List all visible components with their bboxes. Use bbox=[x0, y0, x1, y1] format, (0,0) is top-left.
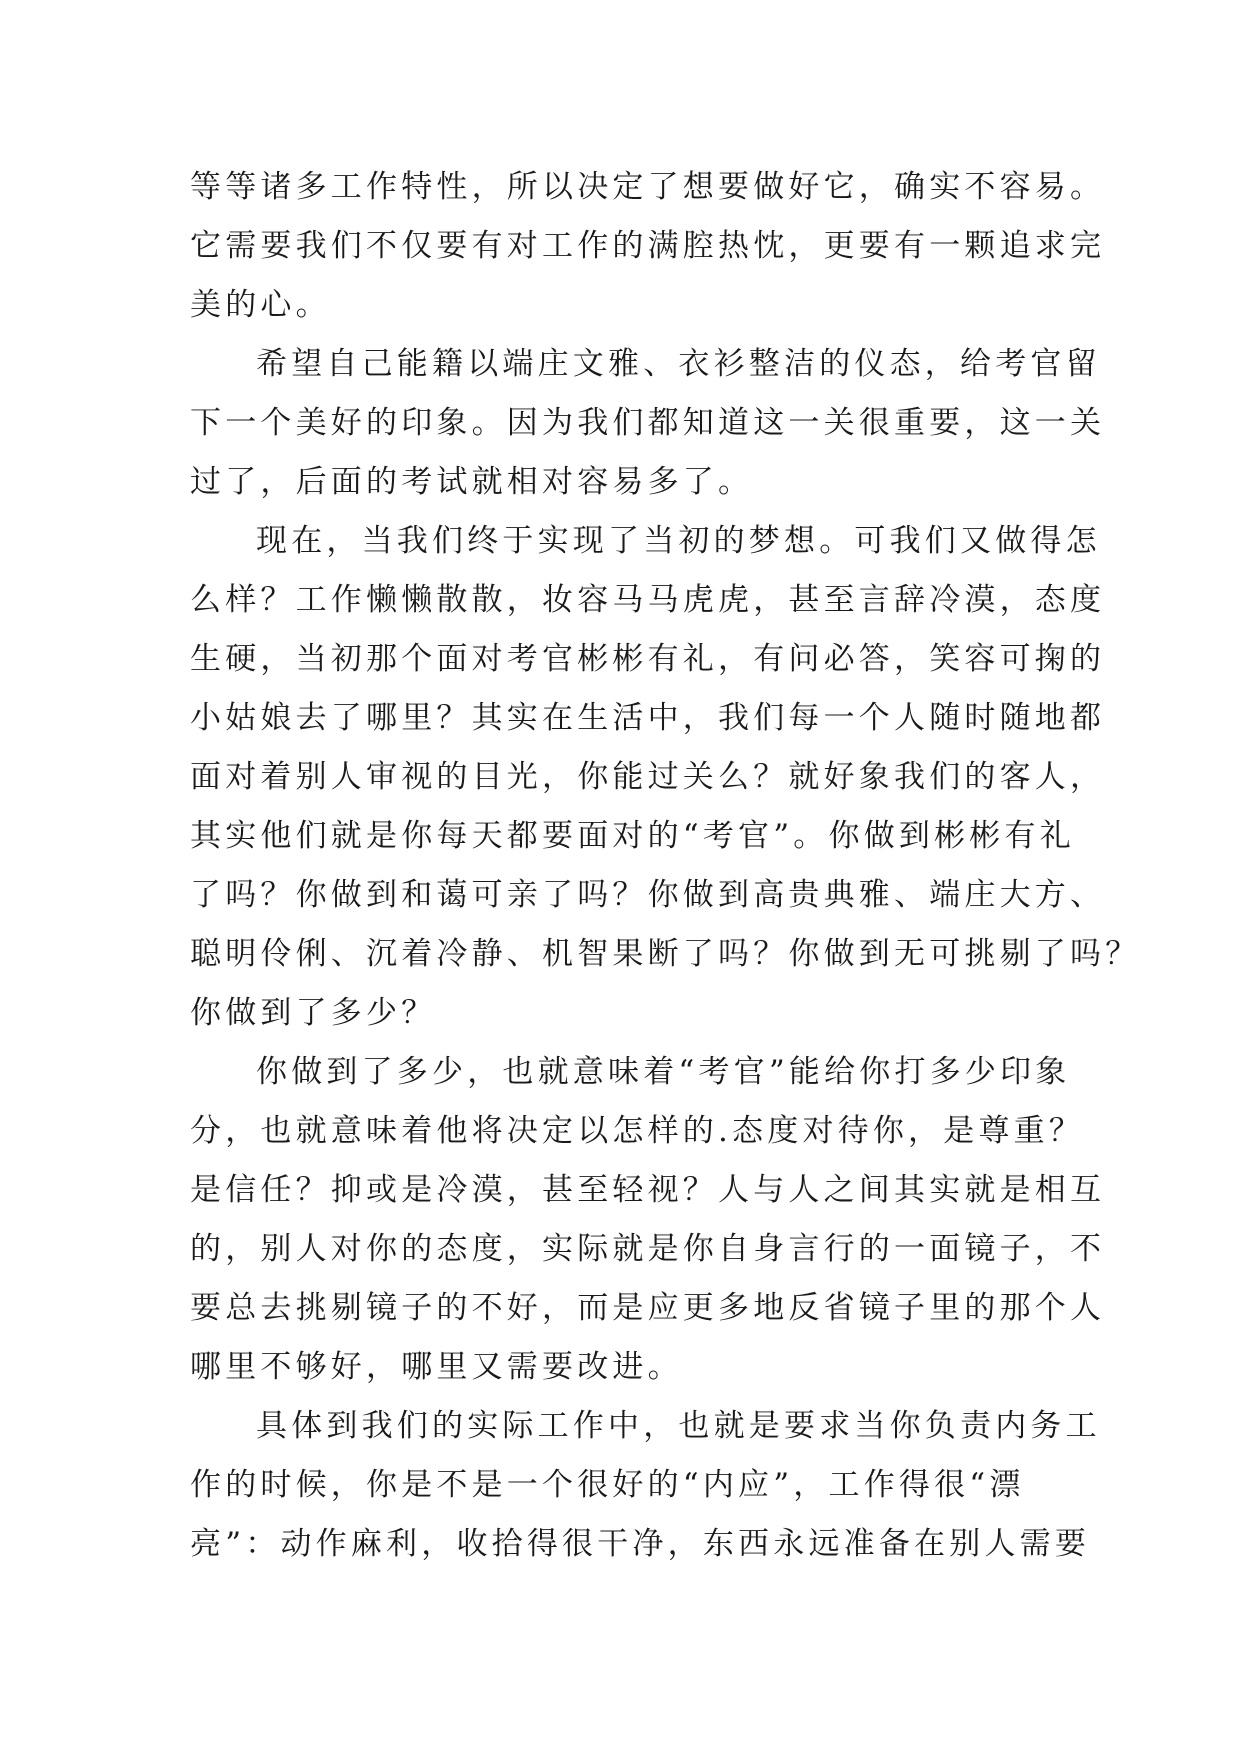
text-line: 作的时候，你是不是一个很好的“内应”，工作得很“漂 bbox=[190, 1467, 1025, 1503]
text-line: 要总去挑剔镜子的不好，而是应更多地反省镜子里的那个人 bbox=[190, 1290, 1106, 1326]
text-line: 小姑娘去了哪里？其实在生活中，我们每一个人随时随地都 bbox=[190, 700, 1106, 736]
text-line: 聪明伶俐、沉着冷静、机智果断了吗？你做到无可挑剔了吗？ bbox=[190, 936, 1141, 972]
text-line: 面对着别人审视的目光，你能过关么？就好象我们的客人， bbox=[190, 759, 1106, 795]
text-line: 么样？工作懒懒散散，妆容马马虎虎，甚至言辞冷漠，态度 bbox=[190, 582, 1106, 618]
paragraph-first-line: 希望自己能籍以端庄文雅、衣衫整洁的仪态，给考官留 bbox=[256, 346, 1101, 382]
text-line: 过了，后面的考试就相对容易多了。 bbox=[190, 464, 754, 500]
text-line: 你做到了多少？ bbox=[190, 995, 437, 1031]
text-line: 下一个美好的印象。因为我们都知道这一关很重要，这一关 bbox=[190, 405, 1106, 441]
text-line: 它需要我们不仅要有对工作的满腔热忱，更要有一颗追求完 bbox=[190, 228, 1106, 264]
text-line: 是信任？抑或是冷漠，甚至轻视？人与人之间其实就是相互 bbox=[190, 1172, 1106, 1208]
text-line: 了吗？你做到和蔼可亲了吗？你做到高贵典雅、端庄大方、 bbox=[190, 877, 1106, 913]
paragraph-first-line: 你做到了多少，也就意味着“考官”能给你打多少印象 bbox=[256, 1054, 1071, 1090]
text-line: 的，别人对你的态度，实际就是你自身言行的一面镜子，不 bbox=[190, 1231, 1106, 1267]
text-line: 美的心。 bbox=[190, 287, 331, 323]
text-line: 生硬，当初那个面对考官彬彬有礼，有问必答，笑容可掬的 bbox=[190, 641, 1106, 677]
text-line: 哪里不够好，哪里又需要改进。 bbox=[190, 1349, 683, 1385]
text-line: 分，也就意味着他将决定以怎样的.态度对待你，是尊重？ bbox=[190, 1113, 1085, 1149]
body-text bbox=[190, 158, 1141, 1574]
paragraph-first-line: 具体到我们的实际工作中，也就是要求当你负责内务工 bbox=[256, 1408, 1101, 1444]
text-line: 亮”：动作麻利，收拾得很干净，东西永远准备在别人需要 bbox=[190, 1526, 1091, 1562]
text-line: 等等诸多工作特性，所以决定了想要做好它，确实不容易。 bbox=[190, 169, 1106, 205]
paragraph-first-line: 现在，当我们终于实现了当初的梦想。可我们又做得怎 bbox=[256, 523, 1101, 559]
text-line: 其实他们就是你每天都要面对的“考官”。你做到彬彬有礼 bbox=[190, 818, 1075, 854]
